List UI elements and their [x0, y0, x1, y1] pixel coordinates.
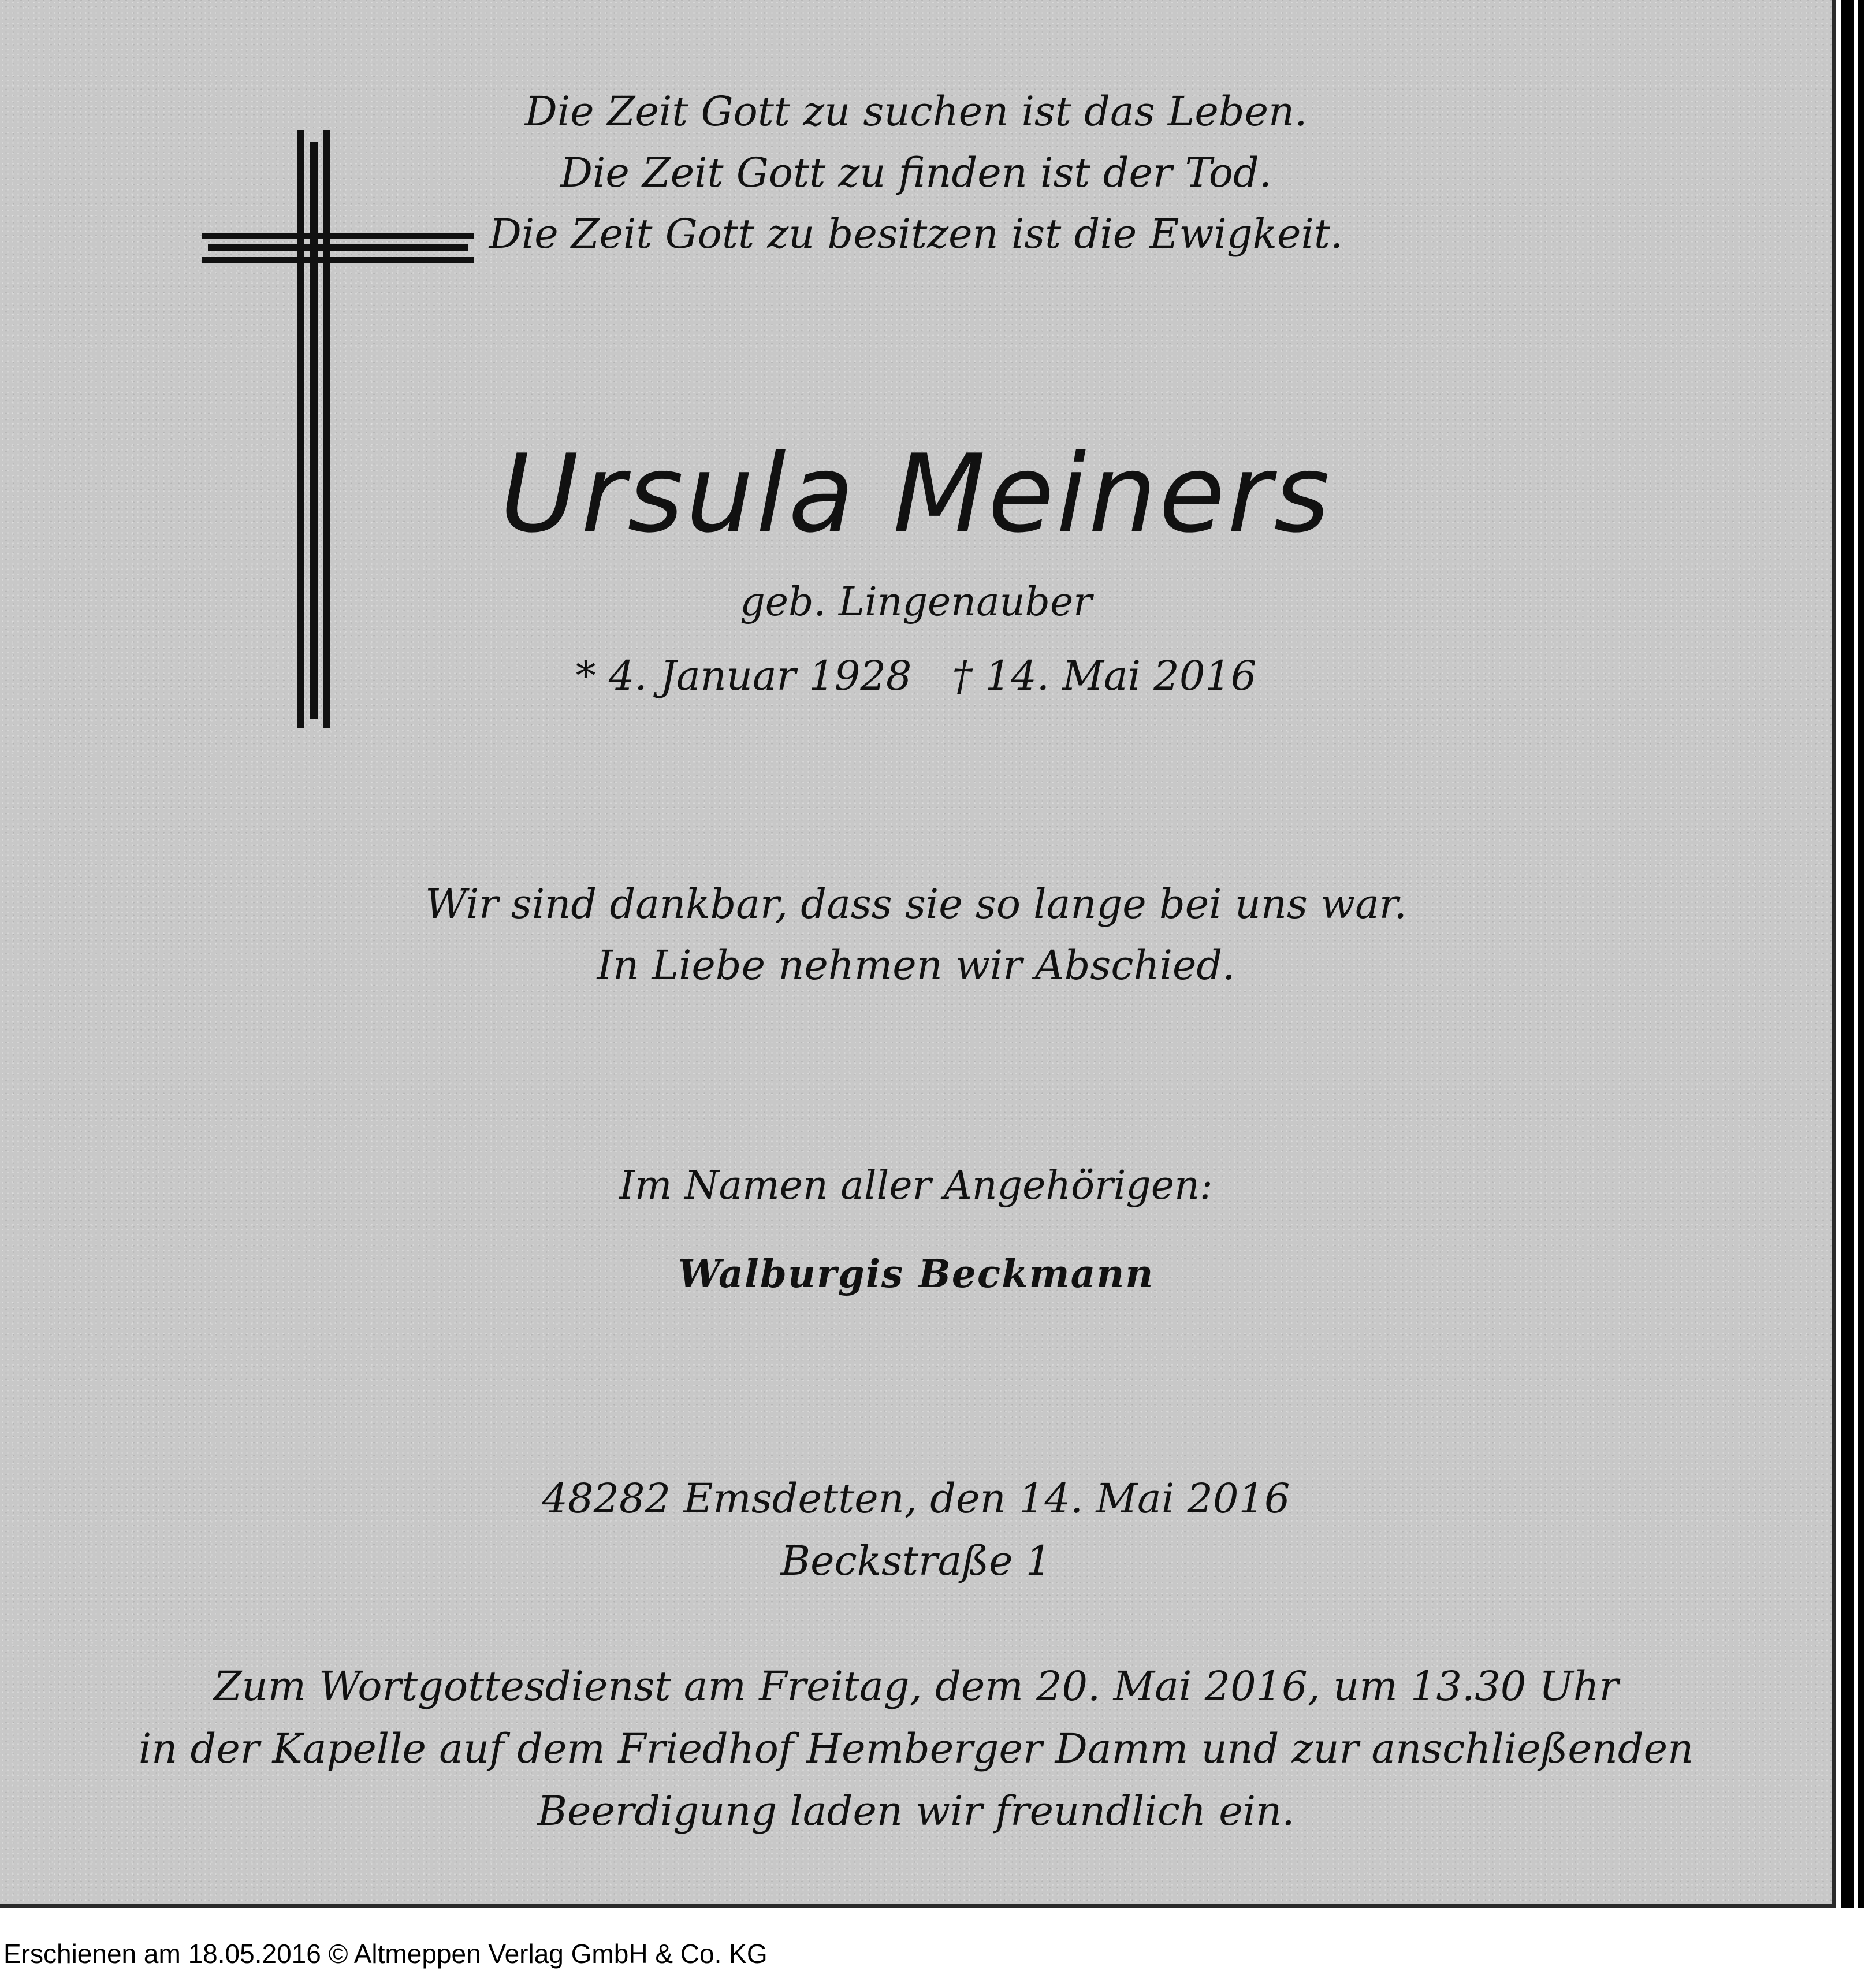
- invitation-line: in der Kapelle auf dem Friedhof Hemberger Damm und zur anschließenden: [138, 1725, 1694, 1772]
- thanks-line: In Liebe nehmen wir Abschied.: [597, 942, 1235, 989]
- born-name: geb. Lingenauber: [740, 579, 1092, 625]
- border-line: [1858, 0, 1864, 1908]
- border-line: [1832, 0, 1836, 1908]
- publication-footer: Erschienen am 18.05.2016 © Altmeppen Verlag GmbH & Co. KG: [3, 1939, 768, 1969]
- motto-line: Die Zeit Gott zu suchen ist das Leben.: [524, 88, 1308, 135]
- birth-date: * 4. Januar 1928: [575, 652, 912, 700]
- address-block: [0, 1467, 1832, 1592]
- address-line: Beckstraße 1: [780, 1537, 1052, 1585]
- life-dates: [0, 647, 1832, 705]
- deceased-name: Ursula Meiners: [500, 431, 1332, 556]
- invitation-line: Beerdigung laden wir freundlich ein.: [537, 1787, 1295, 1835]
- motto-line: Die Zeit Gott zu besitzen ist die Ewigkeit.: [489, 210, 1343, 258]
- signer-name: Walburgis Beckmann: [678, 1251, 1155, 1296]
- invitation-line: Zum Wortgottesdienst am Freitag, dem 20. Mai 2016, um 13.30 Uhr: [213, 1663, 1619, 1710]
- motto-verse: [0, 81, 1832, 265]
- invitation-text: [0, 1655, 1832, 1842]
- thanks-text: [0, 873, 1832, 996]
- right-border-frame: [1832, 0, 1876, 1908]
- border-line: [1841, 0, 1854, 1908]
- family-label: Im Namen aller Angehörigen:: [619, 1163, 1213, 1209]
- address-line: 48282 Emsdetten, den 14. Mai 2016: [542, 1475, 1290, 1522]
- thanks-line: Wir sind dankbar, dass sie so lange bei uns war.: [425, 880, 1407, 928]
- death-date: † 14. Mai 2016: [952, 652, 1257, 700]
- motto-line: Die Zeit Gott zu finden ist der Tod.: [560, 149, 1272, 196]
